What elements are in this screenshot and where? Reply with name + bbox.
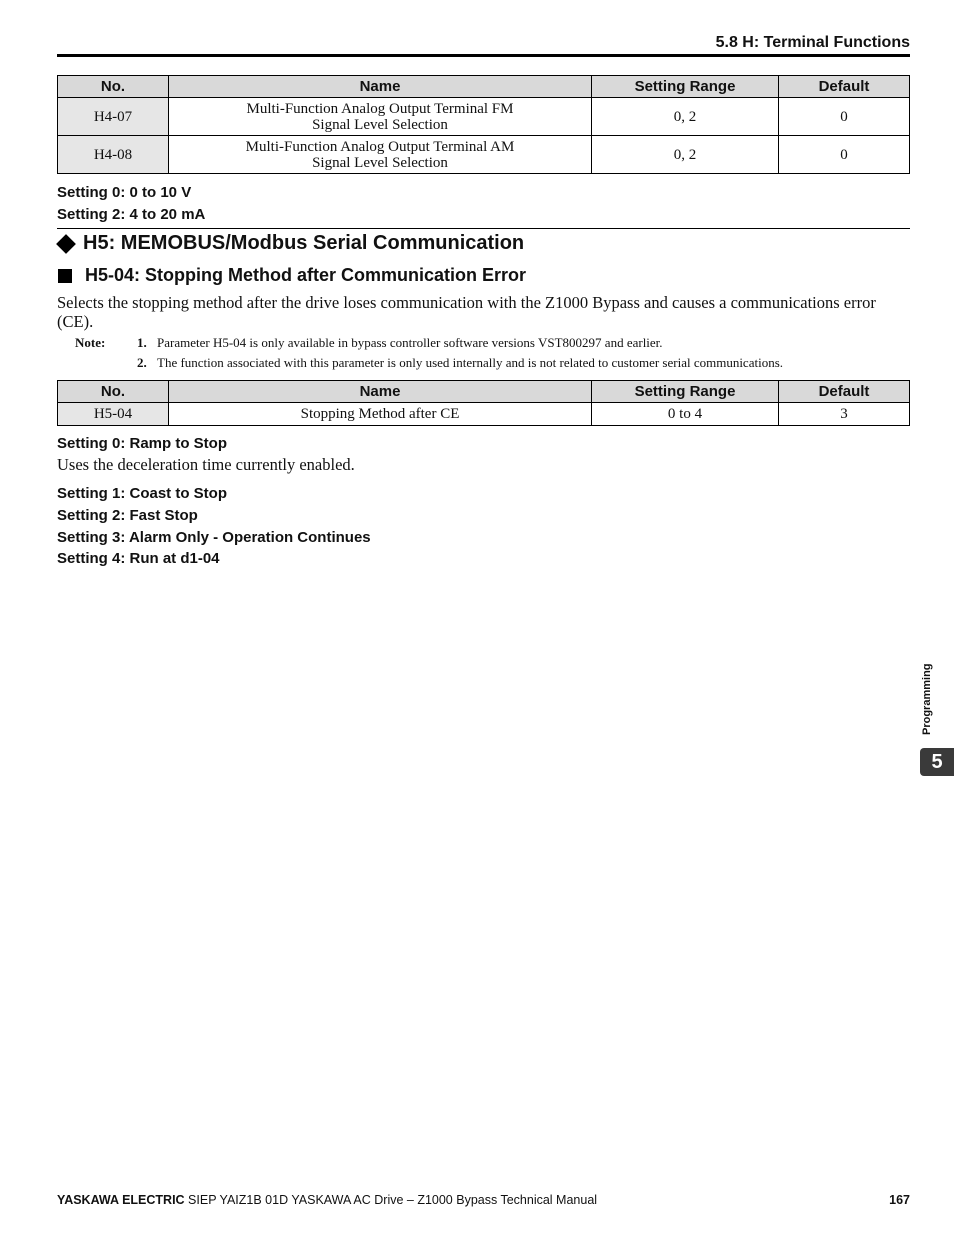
cell-default: 3 [779,403,910,426]
table-row [58,136,910,174]
subsection-heading-text: H5-04: Stopping Method after Communication Error [85,265,527,285]
cell-no: H4-07 [58,98,169,136]
cell-default: 0 [779,136,910,174]
table-header-row [58,381,910,403]
chapter-badge: 5 [920,748,954,776]
cell-name: Stopping Method after CE [169,403,592,426]
setting-description: Uses the deceleration time currently enabled. [57,455,355,474]
column-header-no: No. [58,381,169,403]
diamond-icon [56,234,76,254]
body-paragraph: Selects the stopping method after the drive loses communication with the Z1000 Bypass and causes a communications error (CE). [57,293,876,331]
note-text: The function associated with this parameter is only used internally and is not related to customer serial communications. [157,355,783,370]
footer-document-info [57,1193,597,1207]
page-number: 167 [889,1193,910,1207]
setting-label: Setting 2: Fast Stop [57,507,198,524]
cell-name-line: Signal Level Selection [312,154,448,171]
section-rule [57,228,910,229]
cell-range: 0, 2 [592,136,779,174]
column-header-setting-range: Setting Range [592,76,779,98]
column-header-default: Default [779,381,910,403]
square-bullet-icon [58,269,72,283]
subsection-heading [57,265,526,286]
column-header-no: No. [58,76,169,98]
table-row [58,98,910,136]
setting-label: Setting 0: Ramp to Stop [57,435,227,452]
cell-default: 0 [779,98,910,136]
setting-label: Setting 1: Coast to Stop [57,485,227,502]
setting-label: Setting 3: Alarm Only - Operation Continues [57,529,371,546]
page-header-title: 5.8 H: Terminal Functions [715,34,910,51]
setting-label: Setting 2: 4 to 20 mA [57,206,206,223]
cell-name [169,136,592,174]
table-row [58,403,910,426]
column-header-default: Default [779,76,910,98]
cell-name [169,98,592,136]
cell-range: 0, 2 [592,98,779,136]
column-header-setting-range: Setting Range [592,381,779,403]
cell-name-line: Signal Level Selection [312,116,448,133]
section-heading-text: H5: MEMOBUS/Modbus Serial Communication [83,232,525,254]
cell-no: H5-04 [58,403,169,426]
note-label: Note: [75,335,106,350]
cell-name-line: Multi-Function Analog Output Terminal AM [245,138,515,155]
footer-doc-title: SIEP YAIZ1B 01D YASKAWA AC Drive – Z1000 Bypass Technical Manual [184,1193,598,1207]
parameter-table-h5 [57,380,910,426]
cell-no: H4-08 [58,136,169,174]
column-header-name: Name [169,76,592,98]
note-number: 1. [137,335,147,350]
cell-name-line: Multi-Function Analog Output Terminal FM [246,100,514,117]
footer-brand: YASKAWA ELECTRIC [57,1193,185,1207]
cell-range: 0 to 4 [592,403,779,426]
table-header-row [58,76,910,98]
setting-label: Setting 4: Run at d1-04 [57,550,220,567]
note-text: Parameter H5-04 is only available in bypass controller software versions VST800297 and earlier. [157,335,663,350]
column-header-name: Name [169,381,592,403]
note-number: 2. [137,355,147,370]
header-rule [57,54,910,57]
section-heading [57,232,524,255]
setting-label: Setting 0: 0 to 10 V [57,184,192,201]
parameter-table-h4 [57,75,910,174]
side-tab-label: Programming [921,663,933,735]
